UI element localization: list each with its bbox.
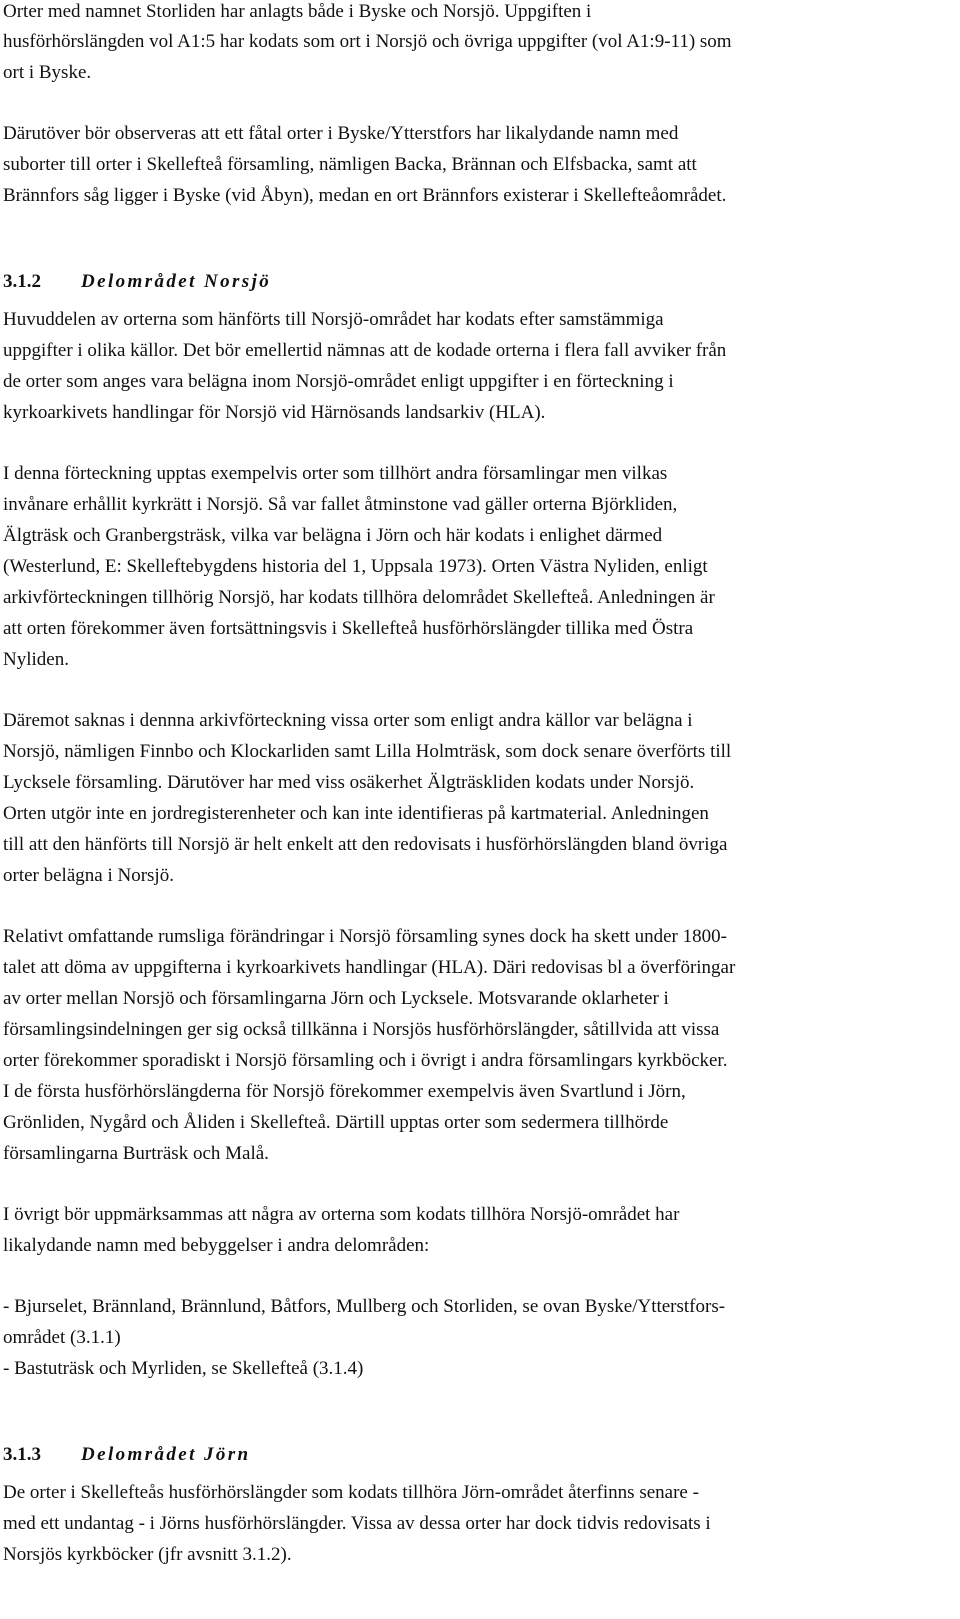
text-line: Nyliden.: [3, 649, 69, 670]
section-number: 3.1.2: [3, 271, 41, 292]
text-line: av orter mellan Norsjö och församlingarna Jörn och Lycksele. Motsvarande oklarheter i: [3, 988, 669, 1009]
section-title: Delområdet Norsjö: [81, 271, 272, 292]
text-line: till att den hänförts till Norsjö är helt enkelt att den redovisats i husförhörslängden bland övriga: [3, 834, 728, 855]
text-line: Norsjö, nämligen Finnbo och Klockarliden samt Lilla Holmträsk, som dock senare överförts till: [3, 741, 732, 762]
text-line: Lycksele församling. Därutöver har med viss osäkerhet Älgträskliden kodats under Norsjö.: [3, 772, 695, 793]
text-line: Brännfors såg ligger i Byske (vid Åbyn), medan en ort Brännfors existerar i Skellefteåområdet.: [3, 185, 727, 206]
text-line: (Westerlund, E: Skelleftebygdens historia del 1, Uppsala 1973). Orten Västra Nyliden, enligt: [3, 556, 708, 577]
text-line: församlingarna Burträsk och Malå.: [3, 1143, 269, 1164]
text-line: Därutöver bör observeras att ett fåtal orter i Byske/Ytterstfors har likalydande namn med: [3, 123, 679, 144]
text-line: att orten förekommer även fortsättningsvis i Skellefteå husförhörslängder tillika med Östra: [3, 618, 694, 639]
text-line: Relativt omfattande rumsliga förändringar i Norsjö församling synes dock ha skett under 1800-: [3, 926, 727, 947]
text-line: orter förekommer sporadiskt i Norsjö församling och i övrigt i andra församlingars kyrkböcker.: [3, 1050, 728, 1071]
section-heading-norsjo: [3, 271, 271, 293]
text-line: Huvuddelen av orterna som hänförts till Norsjö-området har kodats efter samstämmiga: [3, 309, 664, 330]
text-line: I de första husförhörslängderna för Norsjö förekommer exempelvis även Svartlund i Jörn,: [3, 1081, 686, 1102]
text-line: de orter som anges vara belägna inom Norsjö-området enligt uppgifter i en förteckning i: [3, 371, 674, 392]
text-line: uppgifter i olika källor. Det bör emellertid nämnas att de kodade orterna i flera fall avviker från: [3, 340, 727, 361]
text-line: ort i Byske.: [3, 62, 92, 83]
text-line: suborter till orter i Skellefteå församling, nämligen Backa, Brännan och Elfsbacka, samt att: [3, 154, 697, 175]
list-item: området (3.1.1): [3, 1327, 121, 1348]
text-line: I denna förteckning upptas exempelvis orter som tillhört andra församlingar men vilkas: [3, 463, 668, 484]
section-heading-jorn: [3, 1444, 251, 1466]
text-line: arkivförteckningen tillhörig Norsjö, har kodats tillhöra delområdet Skellefteå. Anledningen är: [3, 587, 715, 608]
text-line: församlingsindelningen ger sig också tillkänna i Norsjös husförhörslängder, såtillvida att vissa: [3, 1019, 720, 1040]
list-item: - Bastuträsk och Myrliden, se Skellefteå (3.1.4): [3, 1358, 364, 1379]
text-line: Älgträsk och Granbergsträsk, vilka var belägna i Jörn och här kodats i enlighet därmed: [3, 525, 663, 546]
text-line: kyrkoarkivets handlingar för Norsjö vid Härnösands landsarkiv (HLA).: [3, 402, 546, 423]
text-line: husförhörslängden vol A1:5 har kodats som ort i Norsjö och övriga uppgifter (vol A1:9-11) som: [3, 31, 732, 52]
text-line: Norsjös kyrkböcker (jfr avsnitt 3.1.2).: [3, 1544, 292, 1565]
text-line: likalydande namn med bebyggelser i andra delområden:: [3, 1235, 430, 1256]
text-line: I övrigt bör uppmärksammas att några av orterna som kodats tillhöra Norsjö-området har: [3, 1204, 680, 1225]
text-line: Orten utgör inte en jordregisterenheter och kan inte identifieras på kartmaterial. Anledningen: [3, 803, 709, 824]
text-line: invånare erhållit kyrkrätt i Norsjö. Så var fallet åtminstone vad gäller orterna Björkliden,: [3, 494, 678, 515]
text-line: Grönliden, Nygård och Åliden i Skellefteå. Därtill upptas orter som sedermera tillhörde: [3, 1112, 669, 1133]
section-number: 3.1.3: [3, 1444, 41, 1465]
text-line: talet att döma av uppgifterna i kyrkoarkivets handlingar (HLA). Däri redovisas bl a överföringar: [3, 957, 736, 978]
text-line: med ett undantag - i Jörns husförhörslängder. Vissa av dessa orter har dock tidvis redovisats i: [3, 1513, 711, 1534]
text-line: Orter med namnet Storliden har anlagts både i Byske och Norsjö. Uppgiften i: [3, 1, 592, 22]
list-item: - Bjurselet, Brännland, Brännlund, Båtfors, Mullberg och Storliden, se ovan Byske/Ytterstfors-: [3, 1296, 726, 1317]
text-line: De orter i Skellefteås husförhörslängder som kodats tillhöra Jörn-området återfinns senare -: [3, 1482, 699, 1503]
section-title: Delområdet Jörn: [81, 1444, 251, 1465]
text-line: Däremot saknas i dennna arkivförteckning vissa orter som enligt andra källor var belägna i: [3, 710, 693, 731]
text-line: orter belägna i Norsjö.: [3, 865, 174, 886]
